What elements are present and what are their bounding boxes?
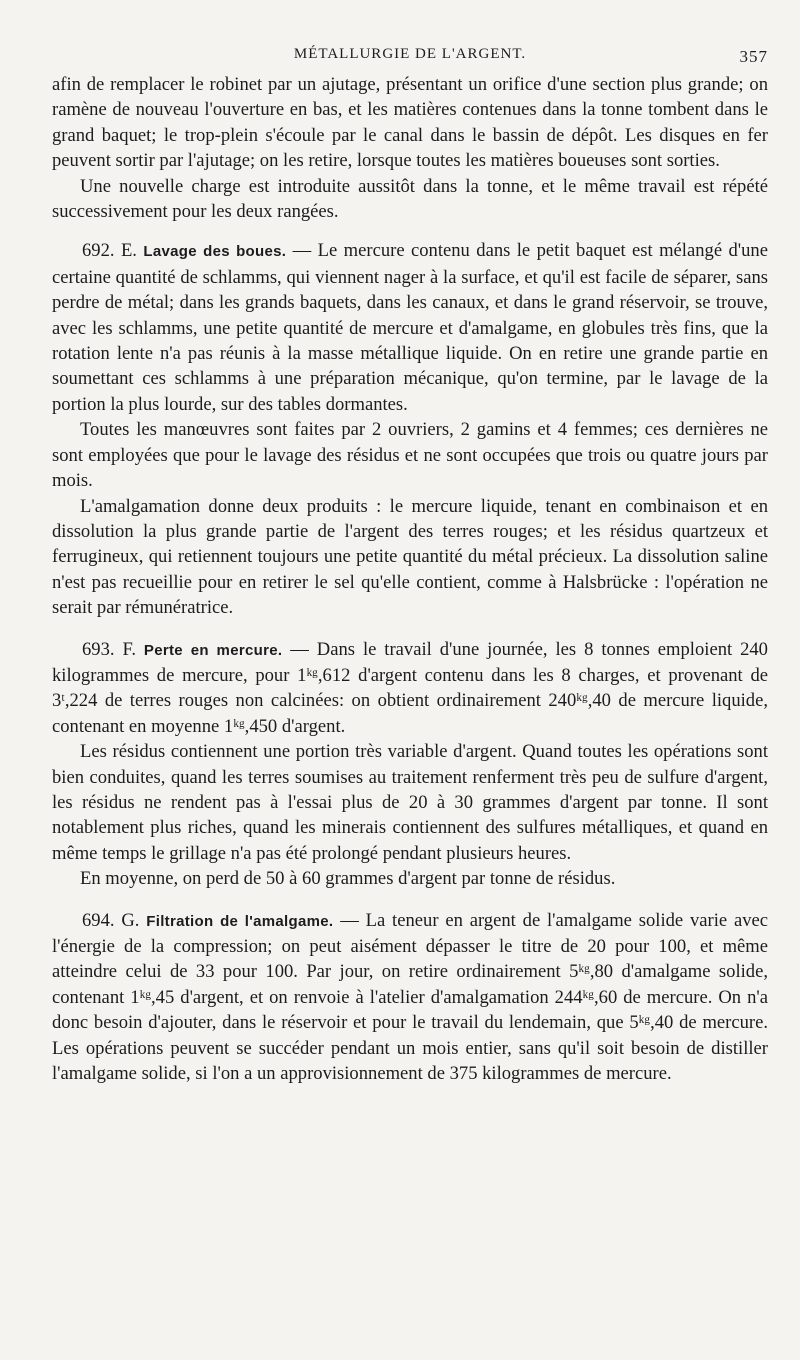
- section-text: — La teneur en argent de l'amalgame solide varie avec l'énergie de la compression; on peut aisément dépasser le titre de 20 pour 100, et même atteindre celui de 33 pour 100. Par jour, on retire ordinairement 5ᵏᵍ,80 d'amalgame solide, contenant 1ᵏᵍ,45 d'argent, et on renvoie à l'atelier d'amalgamation 244ᵏᵍ,60 de mercure. On n'a donc besoin d'ajouter, dans le réservoir et pour le travail du lendemain, que 5ᵏᵍ,40 de mercure. Les opérations peuvent se succéder pendant un mois entier, sans qu'il soit besoin de distiller l'amalgame solide, si l'on a un approvisionnement de 375 kilogrammes de mercure.: [52, 909, 769, 1085]
- section-heading: Perte en mercure.: [143, 641, 283, 659]
- section-number: 694. G.: [82, 909, 140, 931]
- paragraph: L'amalgamation donne deux produits : le mercure liquide, tenant en combinaison et en dissolution la plus grande partie de l'argent des terres rouges; et les résidus quartzeux et ferrugineux, qui retiennent toujours une petite quantité du métal précieux. La dissolution saline n'est pas recueillie pour en retirer le sel qu'elle contient, comme à Halsbrücke : l'opération ne serait par rémunératrice.: [52, 495, 768, 619]
- paragraph: Les résidus contiennent une portion très variable d'argent. Quand toutes les opérations sont bien conduites, quand les terres soumises au traitement renferment très peu de sulfure d'argent, les résidus ne rendent pas à l'essai plus de 20 à 30 grammes d'argent par tonne. Il sont notablement plus riches, quand les minerais contiennent des sulfures métalliques, et quand en même temps le grillage n'a pas été prolongé pendant plusieurs heures.: [52, 741, 768, 864]
- book-page: [52, 42, 768, 1342]
- section-693: [52, 637, 768, 740]
- paragraph-continued: afin de remplacer le robinet par un ajutage, présentant un orifice d'une section plus grande; on ramène de nouveau l'ouverture en bas, et les matières contenues dans la tonne tombent dans le grand baquet; le trop-plein s'écoule par le canal dans le bassin de dépôt. Les disques en fer peuvent sortir par l'ajutage; on les retire, lorsque toutes les matières boueuses sont sorties.: [52, 74, 768, 172]
- paragraph: Une nouvelle charge est introduite aussitôt dans la tonne, et le même travail est répété successivement pour les deux rangées.: [52, 175, 768, 223]
- paragraph: En moyenne, on perd de 50 à 60 grammes d'argent par tonne de résidus.: [80, 868, 616, 890]
- running-head-title: MÉTALLURGIE DE L'ARGENT.: [293, 46, 527, 62]
- paragraph: Toutes les manœuvres sont faites par 2 ouvriers, 2 gamins et 4 femmes; ces dernières ne sont employées que pour le lavage des résidus et ne sont occupées que trois ou quatre jours par mois.: [52, 419, 768, 492]
- section-text: — Le mercure contenu dans le petit baquet est mélangé d'une certaine quantité de schlamms, qui viennent nager à la surface, et qu'il est facile de séparer, sans perdre de métal; dans les grands baquets, dans les canaux, et dans le grand réservoir, se trouve, avec les schlamms, une petite quantité de mercure et d'amalgame, en globules très fins, que la rotation lente n'a pas réunis à la masse métallique liquide. On en retire une grande partie en soumettant ces schlamms à une préparation mécanique, qu'on termine, par le lavage de la portion la plus lourde, sur des tables dormantes.: [52, 240, 768, 415]
- section-number: 692. E.: [82, 240, 137, 262]
- running-head: [52, 42, 768, 72]
- page-number: 357: [739, 47, 768, 66]
- section-text: — Dans le travail d'une journée, les 8 tonnes emploient 240 kilogrammes de mercure, pour 1ᵏᵍ,612 d'argent contenu dans les 8 charges, et provenant de 3ᵗ,224 de terres rouges non calcinées: on obtient ordinairement 240ᵏᵍ,40 de mercure liquide, contenant en moyenne 1ᵏᵍ,450 d'argent.: [52, 638, 768, 737]
- section-heading: Filtration de l'amalgame.: [146, 912, 334, 930]
- section-heading: Lavage des boues.: [143, 243, 287, 261]
- section-692: [52, 238, 768, 417]
- section-694: [52, 908, 768, 1087]
- section-number: 693. F.: [82, 638, 136, 660]
